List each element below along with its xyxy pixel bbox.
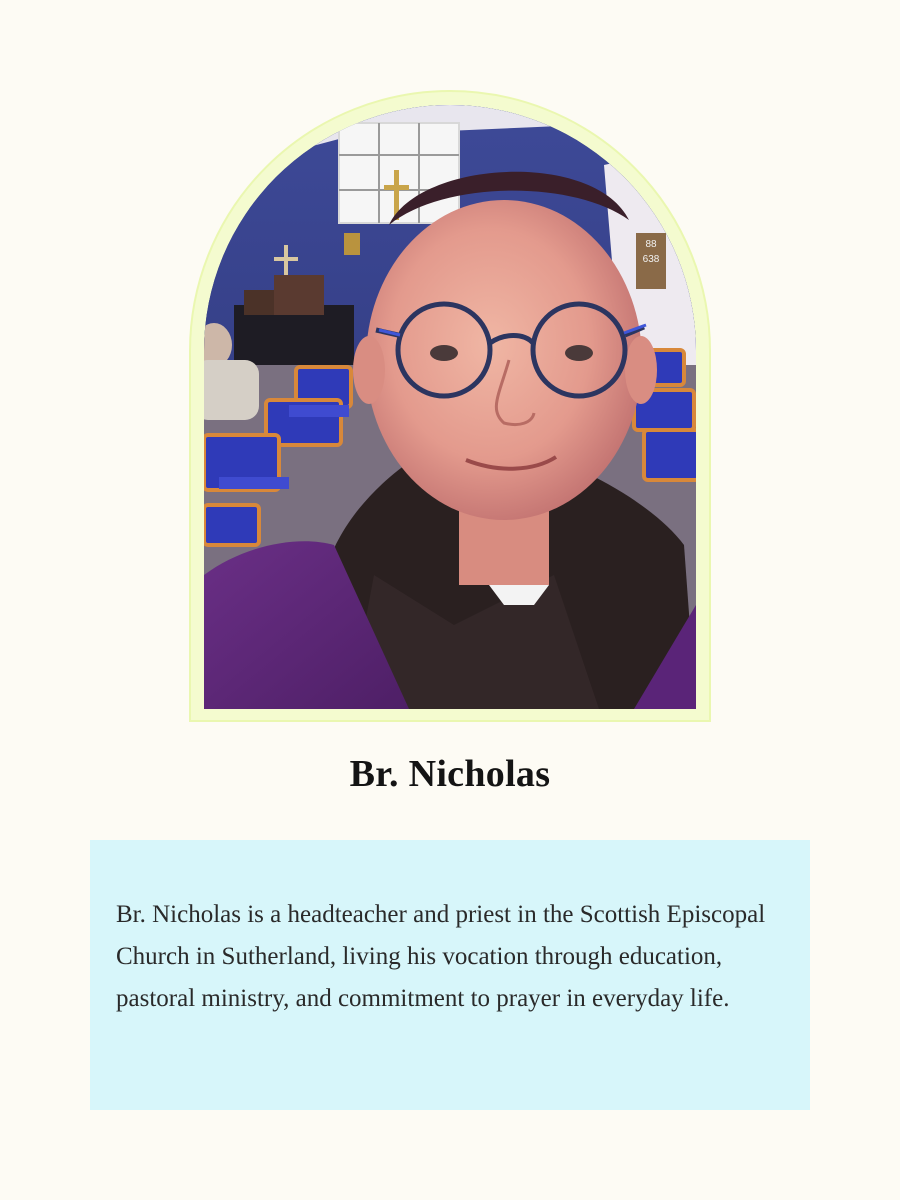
hymn-number-2: 638 xyxy=(642,254,660,265)
profile-name: Br. Nicholas xyxy=(349,753,551,795)
portrait-frame xyxy=(189,90,711,722)
portrait-photo xyxy=(204,105,696,709)
bio-text: Br. Nicholas is a headteacher and priest in the Scottish Episcopal Church in Sutherland, living his vocation through education, pastoral ministry, and commitment to prayer in everyday life. xyxy=(116,901,766,1012)
bio-card xyxy=(90,840,810,1110)
hymn-number-1: 88 xyxy=(645,239,657,250)
